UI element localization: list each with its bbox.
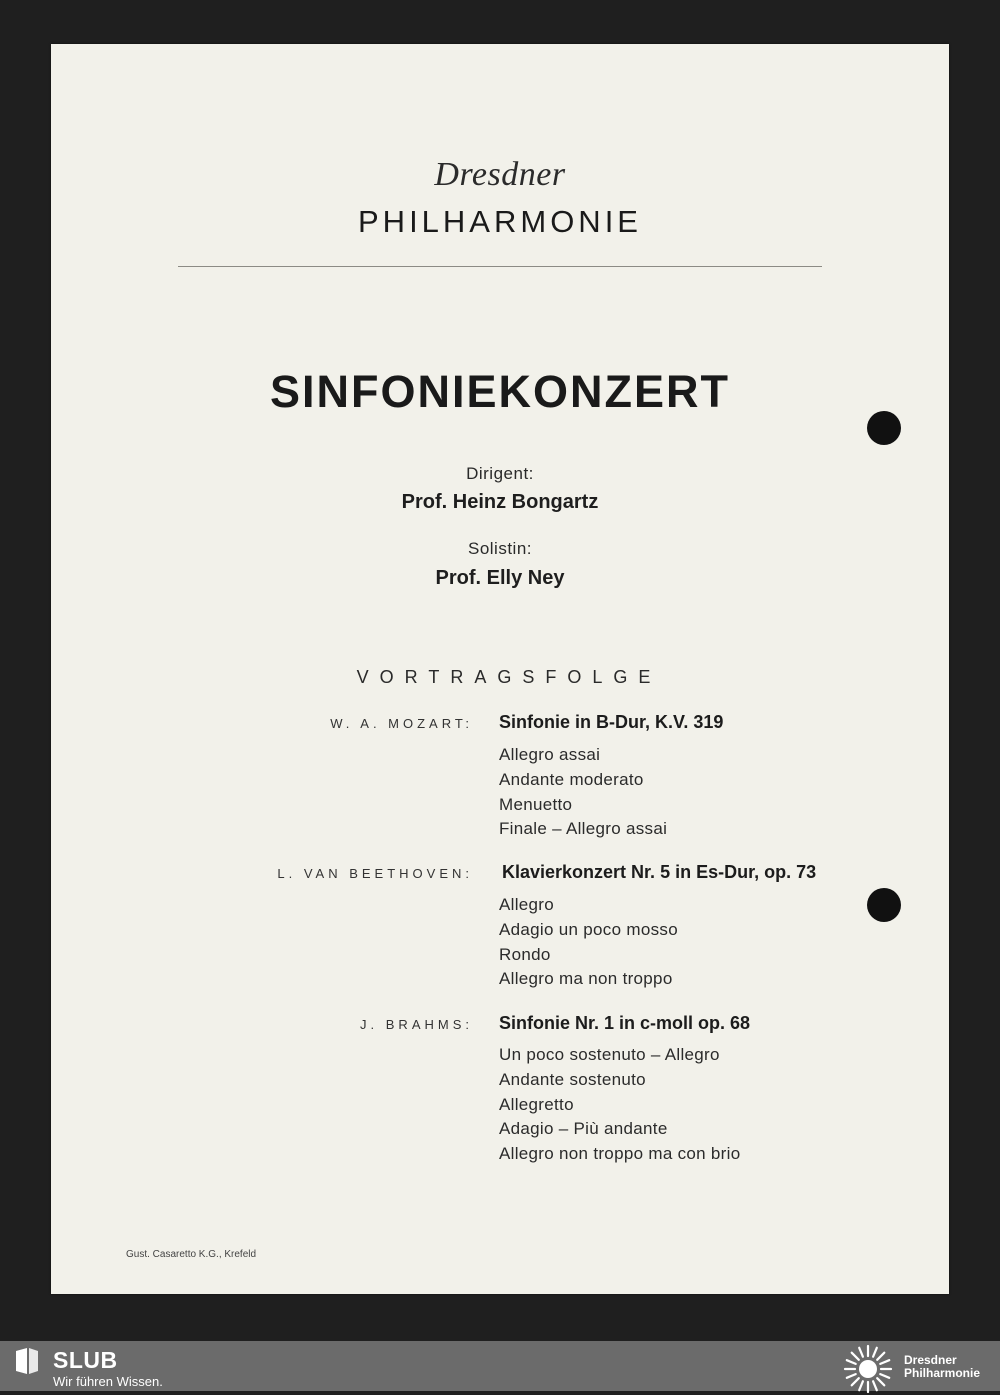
header-divider: [178, 266, 822, 267]
punch-hole-top: [867, 411, 901, 445]
movement-item: Allegro ma non troppo: [499, 969, 673, 989]
composer-brahms: J. BRAHMS:: [360, 1017, 473, 1032]
soloist-label: Solistin:: [467, 539, 533, 558]
orchestra-name: PHILHARMONIE: [358, 204, 642, 239]
movement-list-beethoven: [499, 893, 678, 992]
movement-item: Rondo: [499, 944, 551, 964]
concert-title: SINFONIEKONZERT: [269, 366, 730, 417]
movement-item: Allegro: [499, 895, 555, 914]
movement-item: Adagio un poco mosso: [499, 919, 678, 939]
movement-list-brahms: [499, 1043, 740, 1167]
philharmonie-name-line1: Dresdner: [904, 1353, 957, 1367]
movement-list-mozart: [499, 743, 667, 842]
composer-beethoven: L. VAN BEETHOVEN:: [277, 866, 473, 881]
movement-item: Adagio – Più andante: [499, 1119, 668, 1139]
philharmonie-name: [904, 1354, 980, 1380]
printer-imprint: Gust. Casaretto K.G., Krefeld: [126, 1249, 257, 1260]
slub-logo-icon: [14, 1347, 40, 1375]
composer-mozart: W. A. MOZART:: [330, 716, 473, 731]
work-mozart: Sinfonie in B-Dur, K.V. 319: [499, 712, 724, 732]
movement-item: Allegretto: [499, 1094, 574, 1114]
program-sheet: [51, 44, 949, 1294]
philharmonie-name-line2: Philharmonie: [904, 1366, 981, 1380]
work-beethoven: Klavierkonzert Nr. 5 in Es-Dur, op. 73: [502, 862, 817, 882]
soloist-name: Prof. Elly Ney: [435, 567, 565, 589]
slub-name: SLUB: [53, 1347, 118, 1373]
movement-item: Allegro assai: [499, 745, 601, 764]
program-heading: VORTRAGSFOLGE: [356, 667, 662, 687]
orchestra-script-name: Dresdner: [434, 156, 566, 193]
movement-item: Andante sostenuto: [499, 1069, 646, 1089]
conductor-name: Prof. Heinz Bongartz: [401, 491, 599, 513]
movement-item: Menuetto: [499, 794, 573, 814]
movement-item: Andante moderato: [499, 769, 644, 789]
punch-hole-bottom: [867, 888, 901, 922]
work-brahms: Sinfonie Nr. 1 in c-moll op. 68: [499, 1013, 751, 1033]
movement-item: Allegro non troppo ma con brio: [499, 1144, 741, 1164]
philharmonie-logo-icon: [842, 1343, 894, 1395]
movement-item: Un poco sostenuto – Allegro: [499, 1045, 720, 1064]
conductor-label: Dirigent:: [466, 464, 534, 483]
viewer-footer-bar: [0, 1341, 1000, 1391]
slub-tagline: Wir führen Wissen.: [53, 1374, 163, 1389]
movement-item: Finale – Allegro assai: [499, 819, 668, 839]
